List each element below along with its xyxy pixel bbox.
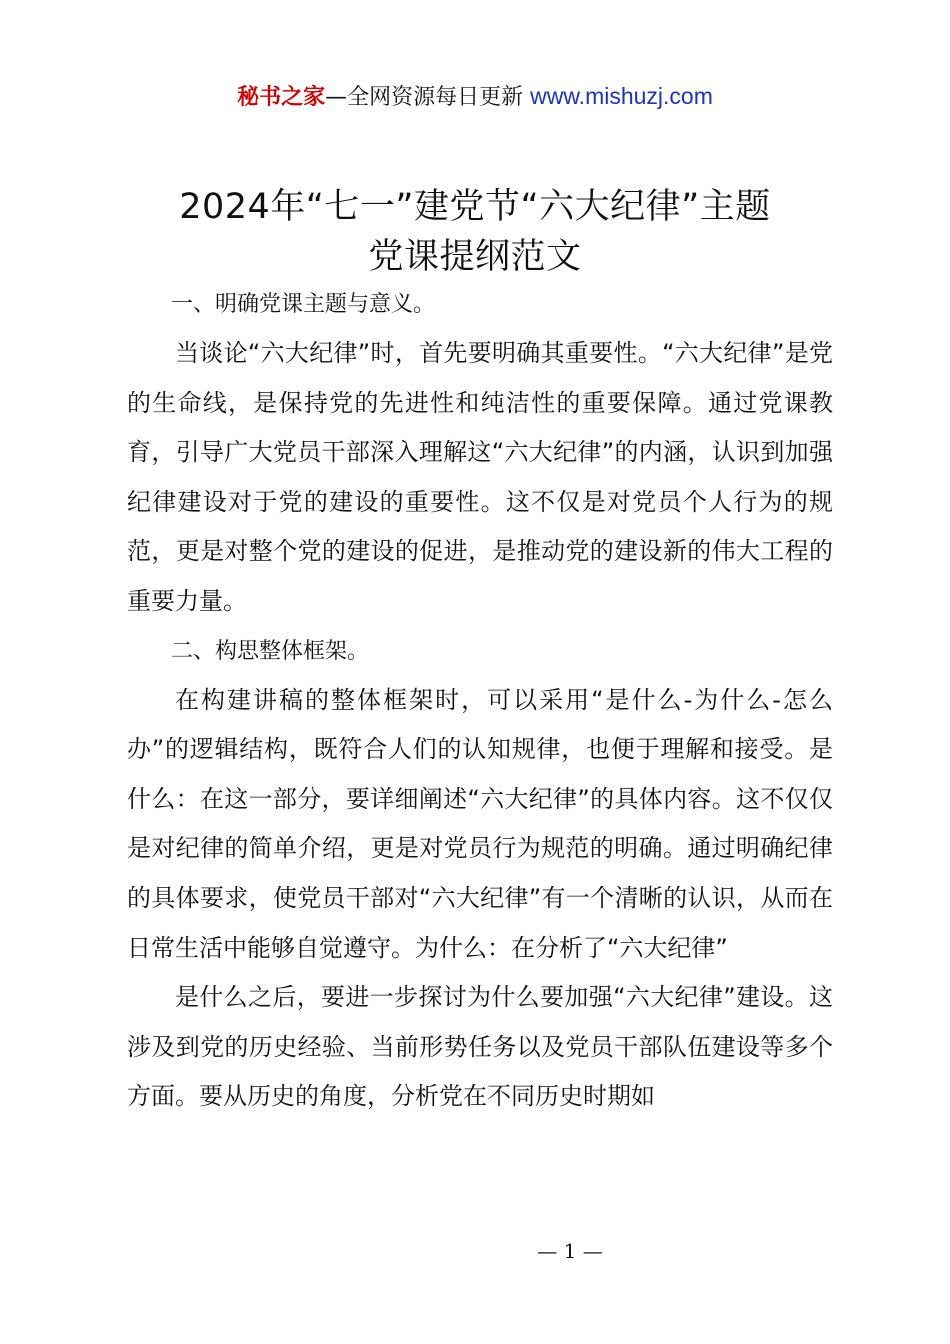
section-heading-1: 一、明确党课主题与意义。 [171,292,436,317]
body-paragraph-2: 在构建讲稿的整体框架时，可以采用“是什么-为什么-怎么办”的逻辑结构，既符合人们的认知规律，也便于理解和接受。是什么：在这一部分，要详细阐述“六大纪律”的具体内容。这不仅仅是对纪律的简单介绍，更是对党员行为规范的明确。通过明确纪律的具体要求，使党员干部对“六大纪律”有一个清晰的认识，从而在日常生活中能够自觉遵守。为什么：在分析了“六大纪律” [127,685,833,962]
site-brand: 秘书之家 [237,85,326,110]
site-url-link[interactable]: www.mishuzj.com [530,83,713,109]
site-header [0,80,950,114]
document-title [110,182,840,282]
site-tagline: —全网资源每日更新 [325,85,524,110]
document-title-line-2: 党课提纲范文 [368,237,582,277]
document-title-line-1: 2024年“七一”建党节“六大纪律”主题 [179,187,771,227]
body-paragraph-3: 是什么之后，要进一步探讨为什么要加强“六大纪律”建设。这涉及到党的历史经验、当前形势任务以及党员干部队伍建设等多个方面。要从历史的角度，分析党在不同历史时期如 [127,983,833,1111]
section-heading-2: 二、构思整体框架。 [171,638,370,664]
page-number: — 1 — [537,1239,603,1263]
body-paragraph-1: 当谈论“六大纪律”时，首先要明确其重要性。“六大纪律”是党的生命线，是保持党的先进性和纯洁性的重要保障。通过党课教育，引导广大党员干部深入理解这“六大纪律”的内涵，认识到加强纪律建设对于党的建设的重要性。这不仅是对党员个人行为的规范，更是对整个党的建设的促进，是推动党的建设新的伟大工程的重要力量。 [127,339,833,615]
document-body [127,282,833,1122]
